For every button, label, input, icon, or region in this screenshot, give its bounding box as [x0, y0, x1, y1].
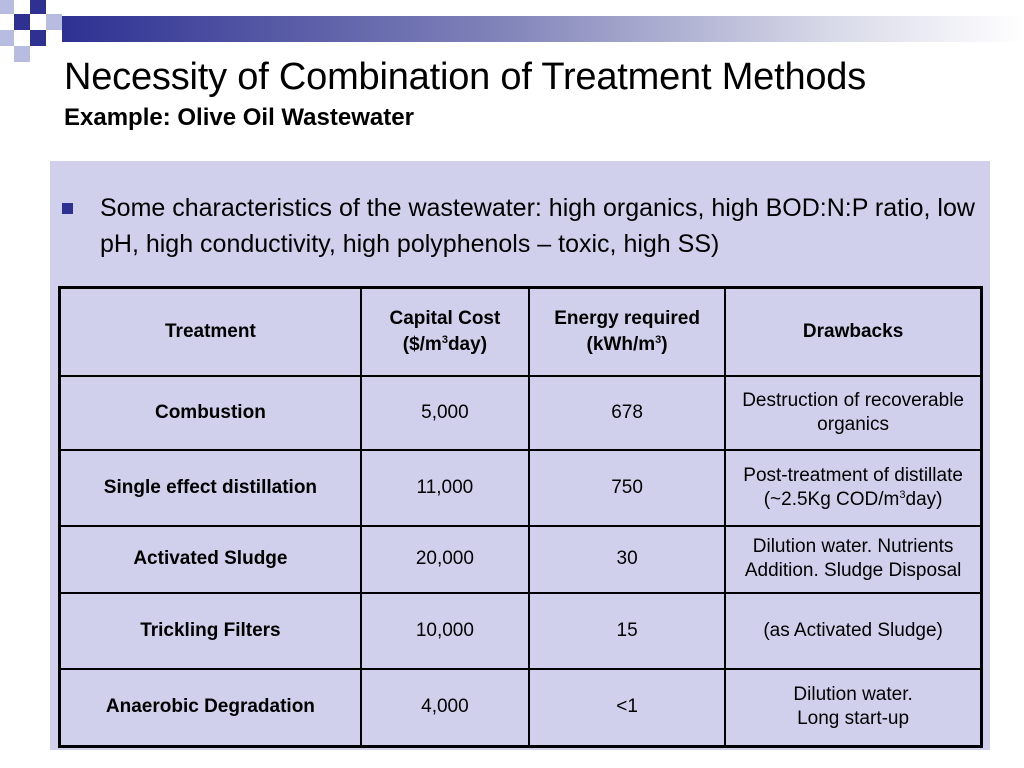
header-capital-cost	[361, 288, 529, 376]
cell-energy: 30	[529, 526, 725, 593]
header-energy	[529, 288, 725, 376]
bullet-text: Some characteristics of the wastewater: high organics, high BOD:N:P ratio, low pH, high conductivity, high polyphenols – toxic, high SS)	[100, 194, 975, 258]
header-drawbacks: Drawbacks	[725, 288, 981, 376]
cell-capital-cost: 4,000	[361, 669, 529, 747]
table-row	[60, 526, 982, 593]
header-energy-unit: $(kWh/m^3)$	[586, 333, 668, 355]
slide-subtitle: Example: Olive Oil Wastewater	[64, 104, 414, 131]
cell-treatment: Anaerobic Degradation	[60, 669, 361, 747]
cell-energy: 15	[529, 593, 725, 669]
header-capital-cost-label: Capital Cost	[389, 307, 501, 329]
cell-treatment: Combustion	[60, 376, 361, 450]
cell-drawbacks: Dilution water. Long start-up	[725, 669, 981, 747]
cell-treatment: Trickling Filters	[60, 593, 361, 669]
header-capital-cost-unit: $(\$/m^3day)$	[402, 333, 488, 355]
header-gradient-bar	[62, 16, 1024, 42]
cell-capital-cost: 20,000	[361, 526, 529, 593]
cell-treatment: Activated Sludge	[60, 526, 361, 593]
cell-energy: 750	[529, 450, 725, 526]
cell-drawbacks: (as Activated Sludge)	[725, 593, 981, 669]
table-row	[60, 593, 982, 669]
bullet-item	[62, 190, 982, 262]
corner-square	[0, 30, 14, 46]
treatment-table	[58, 286, 983, 748]
cell-energy: 678	[529, 376, 725, 450]
slide-title: Necessity of Combination of Treatment Methods	[64, 56, 867, 98]
corner-square	[30, 30, 46, 46]
table-row	[60, 669, 982, 747]
header-energy-label: Energy required	[554, 307, 700, 329]
cell-capital-cost: 5,000	[361, 376, 529, 450]
corner-square	[0, 0, 14, 14]
cell-capital-cost: 10,000	[361, 593, 529, 669]
cell-drawbacks: Post-treatment of distillate (~2.5Kg COD/$m^3day$)	[725, 450, 981, 526]
corner-square	[30, 0, 46, 14]
corner-square	[46, 14, 62, 30]
table-row	[60, 450, 982, 526]
cell-capital-cost: 11,000	[361, 450, 529, 526]
table-row	[60, 376, 982, 450]
table-header-row	[60, 288, 982, 376]
corner-square	[14, 46, 30, 62]
cell-drawbacks: Dilution water. Nutrients Addition. Sludge Disposal	[725, 526, 981, 593]
cell-treatment: Single effect distillation	[60, 450, 361, 526]
cell-energy: <1	[529, 669, 725, 747]
square-bullet-icon	[62, 203, 73, 214]
cell-drawbacks: Destruction of recoverable organics	[725, 376, 981, 450]
corner-square	[14, 14, 30, 30]
header-treatment: Treatment	[60, 288, 361, 376]
